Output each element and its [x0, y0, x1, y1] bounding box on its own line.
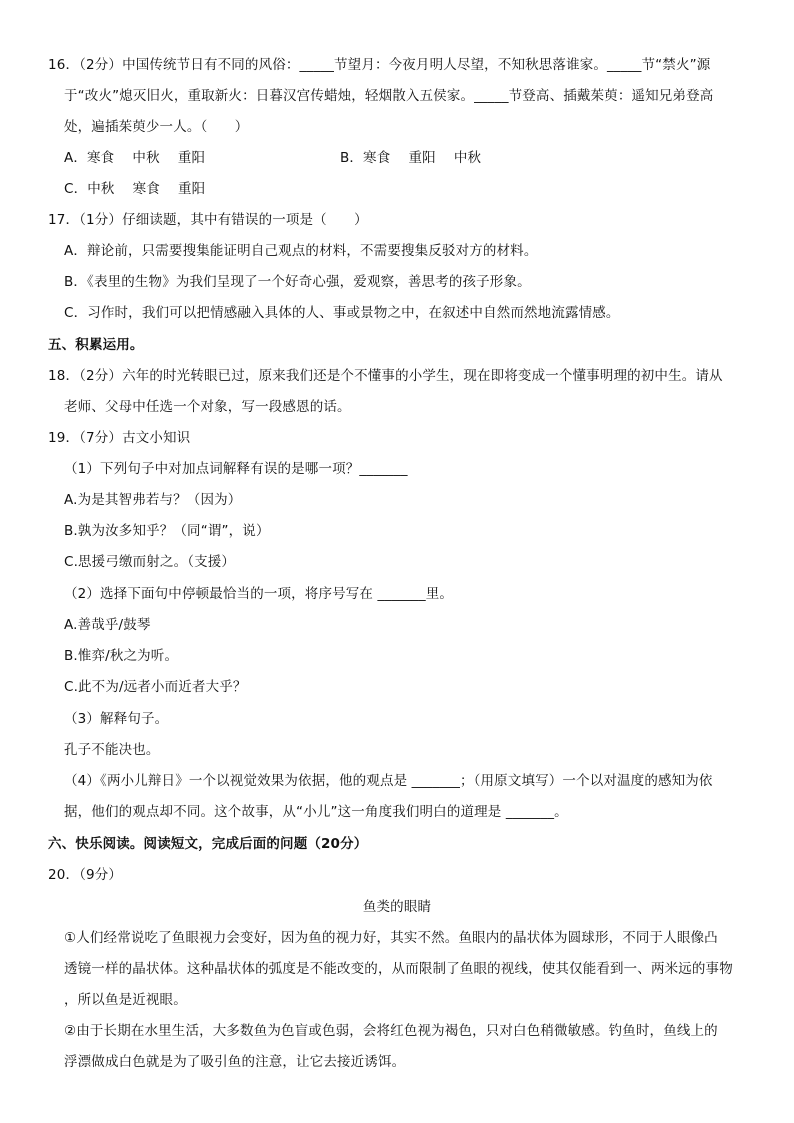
- q16-option-b: B．寒食 重阳 中秋: [340, 150, 482, 166]
- q17-option-b: B．《表里的生物》为我们呈现了一个好奇心强，爱观察，善思考的孩子形象。: [64, 274, 531, 290]
- passage-para-1-line-1: ①人们经常说吃了鱼眼视力会变好，因为鱼的视力好，其实不然。鱼眼内的晶状体为圆球形，不同于人眼像凸: [64, 930, 718, 946]
- q18-line-1: 18．（2分）六年的时光转眼已过，原来我们还是个不懂事的小学生，现在即将变成一个懂事明理的初中生。请从: [48, 368, 723, 384]
- passage-para-2-line-2: 浮漂做成白色就是为了吸引鱼的注意，让它去接近诱饵。: [64, 1054, 406, 1070]
- q19-part-2-option-a: A.善哉乎/鼓琴: [64, 617, 151, 633]
- q17-option-a: A．辩论前，只需要搜集能证明自己观点的材料，不需要搜集反驳对方的材料。: [64, 243, 538, 259]
- q17-stem: 17．（1分）仔细读题，其中有错误的一项是（ ）: [48, 212, 368, 228]
- passage-para-1-line-3: ，所以鱼是近视眼。: [64, 992, 187, 1008]
- q19-part-3: （3）解释句子。: [64, 711, 169, 727]
- section-6-heading: 六、快乐阅读。阅读短文，完成后面的问题（20分）: [48, 836, 368, 852]
- q19-part-1-option-b: B.孰为汝多知乎？（同“谓”，说）: [64, 523, 270, 539]
- passage-para-1-line-2: 透镜一样的晶状体。这种晶状体的弧度是不能改变的，从而限制了鱼眼的视线，使其仅能看到一、两米远的事物: [64, 961, 733, 977]
- q19-part-2-option-c: C.此不为/远者小而近者大乎？: [64, 679, 247, 695]
- q16-option-c: C．中秋 寒食 重阳: [64, 181, 206, 197]
- q19-part-1-option-a: A.为是其智弗若与？（因为）: [64, 492, 242, 508]
- q16-line-2: 于“改火”熄灭旧火，重取新火：日暮汉宫传蜡烛，轻烟散入五侯家。_____节登高、插戴茱萸：遥知兄弟登高: [64, 88, 714, 104]
- q19-part-2-option-b: B.惟弈/秋之为听。: [64, 648, 179, 664]
- q18-line-2: 老师、父母中任选一个对象，写一段感恩的话。: [64, 399, 351, 415]
- q19-part-1: （1）下列句子中对加点词解释有误的是哪一项？_______: [64, 461, 408, 477]
- q20-stem: 20．（9分）: [48, 867, 123, 883]
- passage-title: 鱼类的眼睛: [362, 899, 432, 915]
- q19-part-1-option-c: C.思援弓缴而射之。（支援）: [64, 554, 236, 570]
- passage-para-2-line-1: ②由于长期在水里生活，大多数鱼为色盲或色弱，会将红色视为褐色，只对白色稍微敏感。钓鱼时，鱼线上的: [64, 1023, 718, 1039]
- q19-part-2: （2）选择下面句中停顿最恰当的一项，将序号写在 _______里。: [64, 586, 454, 602]
- q16-option-a: A．寒食 中秋 重阳: [64, 150, 206, 166]
- section-5-heading: 五、积累运用。: [48, 337, 144, 353]
- q19-part-3-sentence: 孔子不能决也。: [64, 742, 160, 758]
- q16-line-1: 16．（2分）中国传统节日有不同的风俗：_____节望月：今夜月明人尽望，不知秋思落谁家。_____节“禁火”源: [48, 57, 711, 73]
- q19-part-4-line-1: （4）《两小儿辩日》一个以视觉效果为依据，他的观点是 _______；（用原文填写）一个以对温度的感知为依: [64, 773, 713, 789]
- q19-stem: 19．（7分）古文小知识: [48, 430, 191, 446]
- q19-part-4-line-2: 据，他们的观点却不同。这个故事，从“小儿”这一角度我们明白的道理是 _______。: [64, 804, 568, 820]
- q17-option-c: C．习作时，我们可以把情感融入具体的人、事或景物之中，在叙述中自然而然地流露情感。: [64, 305, 620, 321]
- q16-line-3: 处，遍插茱萸少一人。（ ）: [64, 119, 249, 135]
